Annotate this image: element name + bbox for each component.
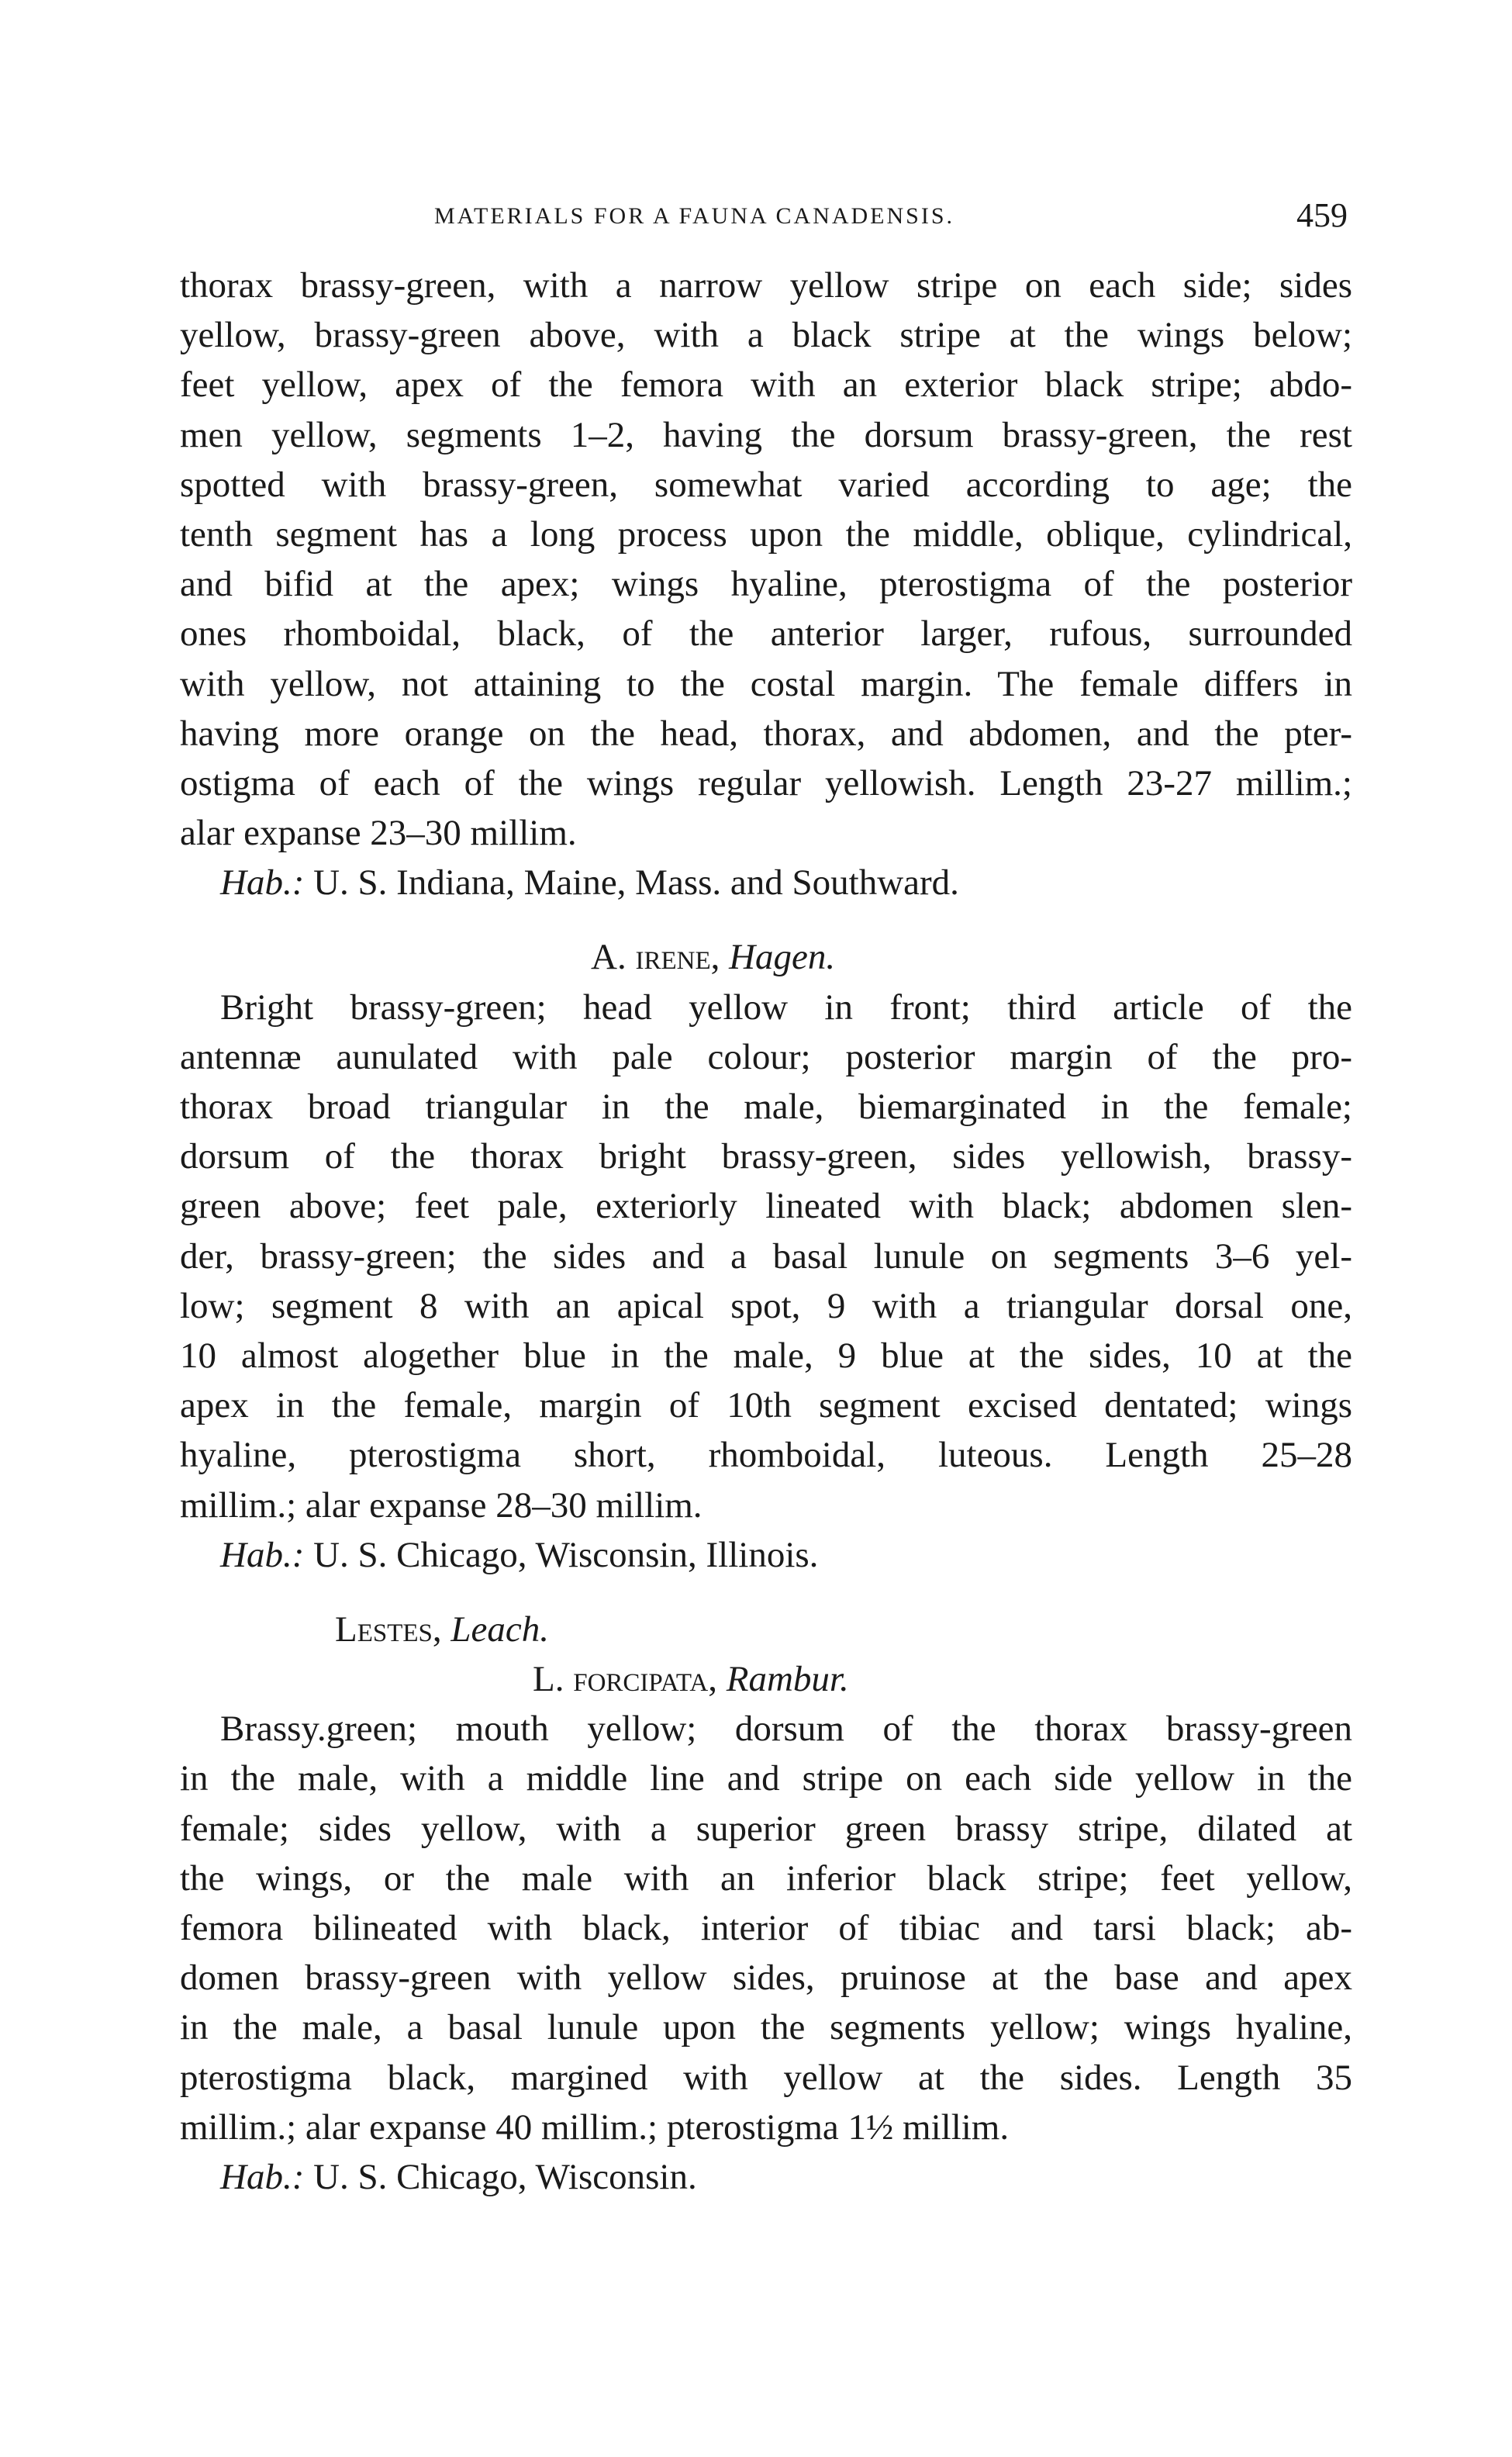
habitat-line [180, 2152, 1352, 2202]
paragraph-irene [180, 983, 1352, 1580]
text-line: der, brassy-green; the sides and a basal lunule on segments 3–6 yel- [180, 1235, 1352, 1277]
habitat-line [180, 1530, 1352, 1580]
text-line: millim.; alar expanse 28–30 millim. [180, 1484, 702, 1526]
species-heading-forcipata [180, 1654, 1352, 1704]
text-line: men yellow, segments 1–2, having the dorsum brassy-green, the rest [180, 414, 1352, 455]
species-heading-irene [180, 932, 1352, 982]
text-line: alar expanse 23–30 millim. [180, 813, 577, 854]
paragraph-forcipata [180, 1704, 1352, 2202]
text-line: in the male, with a middle line and stripe on each side yellow in the [180, 1758, 1352, 1799]
text-line: thorax broad triangular in the male, biemarginated in the female; [180, 1087, 1352, 1127]
genus-name: Lestes, [335, 1609, 442, 1650]
text-line: green above; feet pale, exteriorly lineated with black; abdomen slen- [180, 1186, 1352, 1227]
habitat-text: U. S. Chicago, Wisconsin, Illinois. [313, 1534, 819, 1575]
text-line: antennæ aunulated with pale colour; posterior margin of the pro- [180, 1036, 1352, 1077]
species-name: forcipata, [573, 1659, 718, 1700]
genus-heading-lestes [180, 1605, 1352, 1654]
text-line: spotted with brassy-green, somewhat varied according to age; the [180, 464, 1352, 505]
text-line: feet yellow, apex of the femora with an exterior black stripe; abdo- [180, 365, 1352, 406]
text-line: millim.; alar expanse 40 millim.; pterostigma 1½ millim. [180, 2106, 1010, 2148]
text-line: low; segment 8 with an apical spot, 9 with a triangular dorsal one, [180, 1285, 1352, 1326]
text-line: in the male, a basal lunule upon the segments yellow; wings hyaline, [180, 2007, 1352, 2048]
text-line: pterostigma black, margined with yellow at the sides. Length 35 [180, 2057, 1352, 2098]
text-block [180, 261, 1352, 2202]
text-line: thorax brassy-green, with a narrow yellow stripe on each side; sides [180, 265, 1352, 306]
text-line: the wings, or the male with an inferior black stripe; feet yellow, [180, 1857, 1352, 1899]
text-line: yellow, brassy-green above, with a black stripe at the wings below; [180, 315, 1352, 356]
text-line: and bifid at the apex; wings hyaline, pterostigma of the posterior [180, 564, 1352, 605]
species-author: Hagen. [729, 937, 836, 978]
text-line: 10 almost alogether blue in the male, 9 blue at the sides, 10 at the [180, 1335, 1352, 1376]
habitat-label: Hab.: [220, 862, 305, 904]
text-line: Brassy.green; mouth yellow; dorsum of the thorax brassy-green [220, 1709, 1352, 1750]
text-line: hyaline, pterostigma short, rhomboidal, luteous. Length 25–28 [180, 1435, 1352, 1476]
habitat-text: U. S. Indiana, Maine, Mass. and Southward. [313, 862, 959, 904]
text-line: ones rhomboidal, black, of the anterior larger, rufous, surrounded [180, 613, 1352, 655]
spacer [180, 1580, 1352, 1605]
text-line: having more orange on the head, thorax, and abdomen, and the pter- [180, 713, 1352, 754]
habitat-text: U. S. Chicago, Wisconsin. [313, 2156, 697, 2197]
genus-author: Leach. [450, 1609, 550, 1650]
text-line: Bright brassy-green; head yellow in front; third article of the [220, 987, 1352, 1028]
habitat-label: Hab.: [220, 1534, 305, 1575]
page-number: 459 [1296, 196, 1348, 234]
text-line: apex in the female, margin of 10th segment excised dentated; wings [180, 1385, 1352, 1426]
text-line: tenth segment has a long process upon the middle, oblique, cylindrical, [180, 513, 1352, 555]
text-line: dorsum of the thorax bright brassy-green, sides yellowish, brassy- [180, 1136, 1352, 1177]
species-genus-abbrev: L. [533, 1659, 574, 1700]
habitat-label: Hab.: [220, 2156, 305, 2197]
species-name: irene, [635, 937, 720, 978]
text-line: domen brassy-green with yellow sides, pruinose at the base and apex [180, 1958, 1352, 1999]
text-line: female; sides yellow, with a superior green brassy stripe, dilated at [180, 1808, 1352, 1849]
running-head: MATERIALS FOR A FAUNA CANADENSIS. [434, 203, 955, 229]
text-line: with yellow, not attaining to the costal margin. The female differs in [180, 663, 1352, 704]
paragraph-continuation [180, 261, 1352, 907]
species-author: Rambur. [726, 1659, 849, 1700]
spacer [180, 907, 1352, 932]
text-line: femora bilineated with black, interior of tibiac and tarsi black; ab- [180, 1908, 1352, 1948]
species-genus-abbrev: A. [591, 937, 636, 978]
text-line: ostigma of each of the wings regular yellowish. Length 23-27 millim.; [180, 762, 1352, 803]
habitat-line [180, 858, 1352, 907]
